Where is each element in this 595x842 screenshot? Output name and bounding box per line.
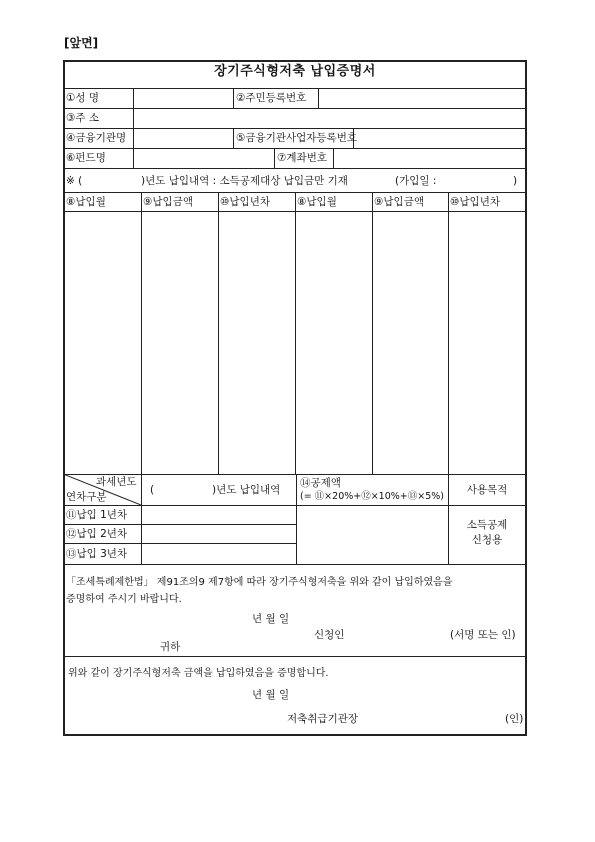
notice-close: ) — [513, 175, 518, 187]
payment-amount-header-2: ⑨납입금액 — [374, 196, 424, 208]
account-number-label: ⑦계좌번호 — [277, 152, 327, 164]
payment-year-3-label: ⑬납입 3년차 — [66, 548, 128, 560]
request-date: 년 월 일 — [252, 613, 290, 625]
issuer-label: 저축취급기관장 — [287, 713, 359, 725]
tax-year-corner: 과세년도 — [96, 476, 137, 488]
fund-label: ⑥펀드명 — [66, 152, 106, 164]
signature-label: (서명 또는 인) — [450, 629, 516, 641]
summary-year-open: ( — [150, 484, 155, 496]
address-label: ③주 소 — [66, 112, 100, 124]
certification-date: 년 월 일 — [252, 689, 290, 701]
page-title: 장기주식형저축 납입증명서 — [214, 64, 376, 79]
addressee-label: 귀하 — [160, 641, 181, 653]
purpose-value-2: 신청용 — [471, 534, 503, 546]
institution-biz-number-label: ⑤금융기관사업자등록번호 — [236, 132, 357, 144]
deduction-formula: (= ⑪×20%+⑫×10%+⑬×5%) — [300, 491, 444, 502]
payment-year-1-label: ⑪납입 1년차 — [66, 509, 128, 521]
certification-text: 위와 같이 장기주식형저축 금액을 납입하였음을 증명합니다. — [68, 668, 329, 679]
request-text-2: 증명하여 주시기 바랍니다. — [66, 594, 182, 605]
payment-month-header: ⑧납입월 — [66, 196, 106, 208]
side-label: [앞면] — [64, 36, 99, 50]
institution-label: ④금융기관명 — [66, 132, 127, 144]
payment-year-header-2: ⑩납입년차 — [450, 196, 500, 208]
purpose-header: 사용목적 — [466, 484, 508, 496]
name-label: ①성 명 — [66, 92, 100, 104]
summary-year-text: )년도 납입내역 — [212, 484, 281, 496]
payment-year-header: ⑩납입년차 — [220, 196, 270, 208]
request-text-1: 「조세특례제한법」 제91조의9 제7항에 따라 장기주식형저축을 위와 같이 납입하였음을 — [66, 577, 453, 588]
notice-year-text: )년도 납입내역 : 소득공제대상 납입금만 기재 — [141, 175, 348, 187]
applicant-label: 신청인 — [314, 629, 345, 641]
notice-join-date: (가입일 : — [395, 175, 437, 187]
resident-number-label: ②주민등록번호 — [236, 92, 307, 104]
seal-label: (인) — [505, 713, 524, 725]
payment-year-2-label: ⑫납입 2년차 — [66, 528, 128, 540]
notice-start: ※ ( — [66, 175, 83, 187]
payment-month-header-2: ⑧납입월 — [297, 196, 337, 208]
year-category-corner: 연차구분 — [66, 491, 107, 503]
payment-amount-header: ⑨납입금액 — [143, 196, 193, 208]
deduction-header: ⑭공제액 — [300, 477, 341, 489]
purpose-value: 소득공제 — [466, 519, 508, 531]
